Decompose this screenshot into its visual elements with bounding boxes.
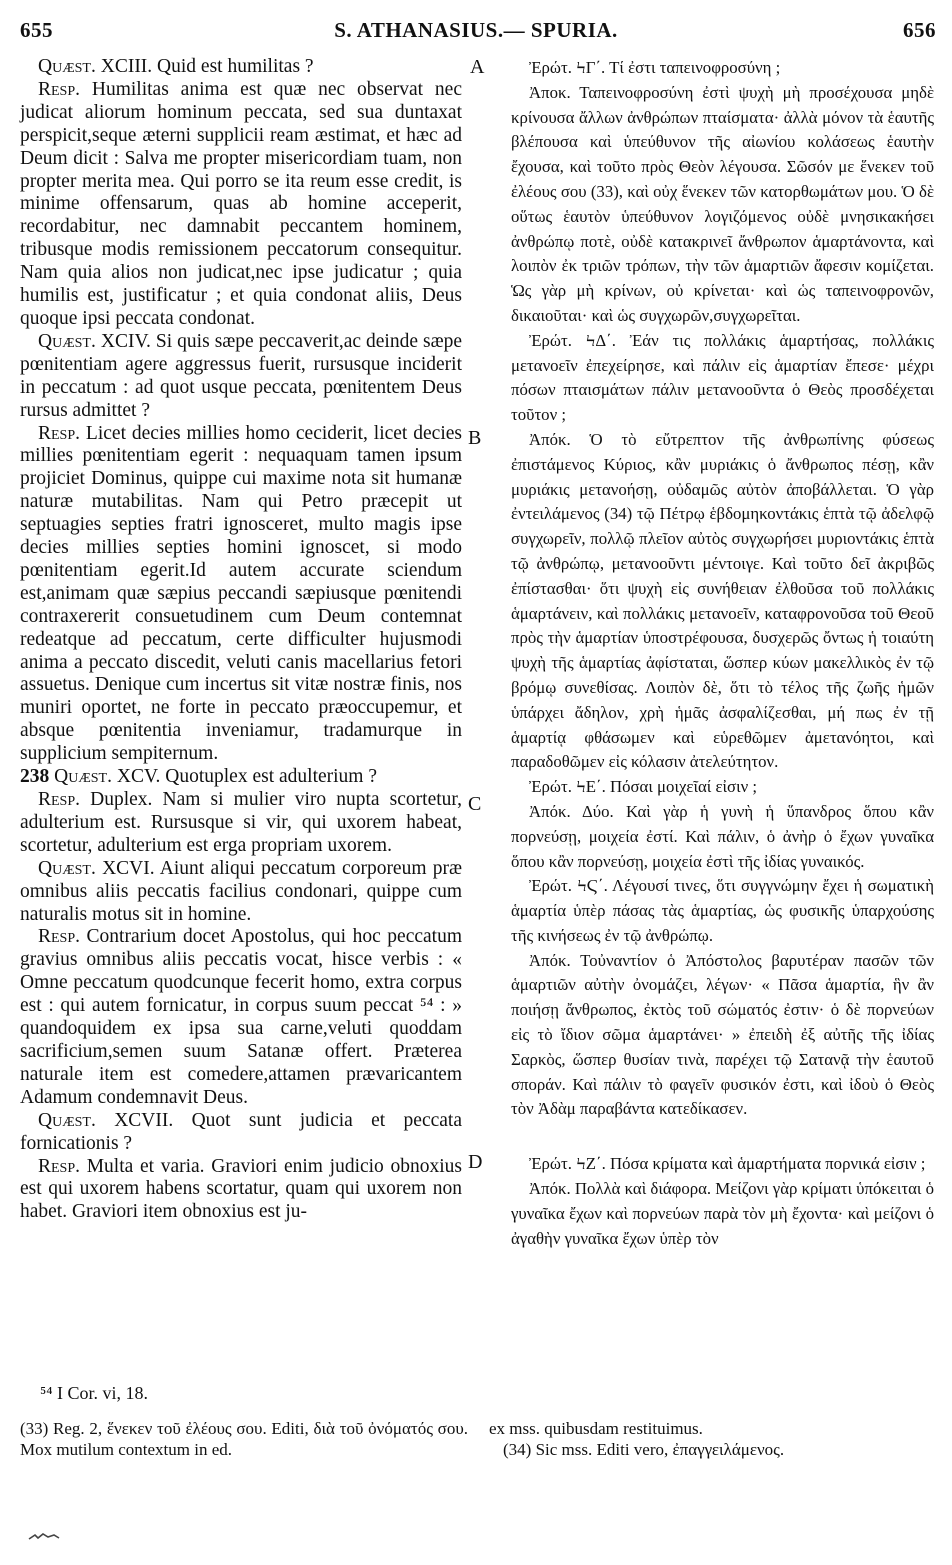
greek-paragraph: Ἀποκ. Ταπεινοφροσύνη ἐστὶ ψυχὴ μὴ προσέχουσα μηδὲ κρίνουσα ἄλλων ἀνθρώπων πταίσματα· ἀλλὰ μόνον τὰ ἑαυτῆς βλέπουσα καὶ ὑπεύθυνον τῆς αἰωνίου κολάσεως ἑαυτὴν ἔχουσα, καὶ τοῦτο πρὸς Θεὸν λέγουσα. Σῶσόν με ἕνεκεν τοῦ ἐλέους σου (33), καὶ οὐχ ἕνεκεν τῶν κατορθωμάτων μου. Ὁ δὲ οὕτως ἑαυτὸν ὑπεύθυνον λογιζόμενος οὐδὲ μνησικακήσει ἀνθρώπῳ ποτὲ, οὐδὲ κατακρινεῖ ἄνθρωπον ἁμαρτάνοντα, καὶ λοιπὸν ἐκ τριῶν τρόπων, τὴν τῶν ἁμαρτιῶν ἄφεσιν κομίζεται. Ὡς γὰρ μὴ κρίνων, οὐ κρίνεται· καὶ ὡς ταπεινοφρονῶν, δικαιοῦται· καὶ ὡς συγχωρῶν,συγχωρεῖται.: [511, 82, 934, 325]
footnote-left: (33) Reg. 2, ἕνεκεν τοῦ ἐλέους σου. Editi, διὰ τοῦ ὀνόματός σου. Mox mutilum contextum in ed.: [20, 1419, 468, 1459]
latin-paragraph: [20, 766, 462, 789]
margin-mark-b: B: [468, 427, 482, 449]
paragraph-text: XCIV. Si quis sæpe peccaverit,ac deinde sæpe pœnitentiam agere aggressus fuerit, rursusque inciderit in peccatum : ad quot usque peccata, pœnitentem Deus rursus admittet ?: [20, 330, 462, 421]
paragraph-lead: Resp.: [38, 926, 81, 948]
latin-paragraph: [20, 56, 462, 79]
page-number-left: 655: [20, 18, 53, 42]
column-number: 238: [20, 766, 50, 788]
footnote-right-line: ex mss. quibusdam restituimus.: [489, 1419, 703, 1438]
greek-paragraph: Ἀπόκ. Ὁ τὸ εὔτρεπτον τῆς ἀνθρωπίνης φύσεως ἐπιστάμενος Κύριος, κἂν μυριάκις ὁ ἄνθρωπος πέσῃ, κἂν μυριάκις μετανοήσῃ, οὐδαμῶς αὐτὸν ἀποβάλλεται. Ὁ γὰρ ἐντειλάμενος (34) τῷ Πέτρῳ ἑβδομηκοντάκις ἑπτὰ τῷ ἀδελφῷ συγχωρεῖν, πολλῷ πλεῖον αὐτὸς συγχωρήσει μυριοντάκις ἑπτὰ τῷ ἀνθρώπῳ, μετανοοῦντι μέντοιγε. Καὶ τοῦτο δεῖ ἀκριβῶς ἐπίστασθαι· ὅτι ψυχὴ εἰς συνήθειαν ἐλθοῦσα τοῦ πολλάκις ἁμαρτάνειν, καὶ πολλάκις μετανοεῖν, καταφρονοῦσα τοῦ Θεοῦ πρὸς τὴν ἁμαρτίαν ὑποστρέφουσα, δυσχερῶς ὄντως ἡ τοιαύτη ψυχὴ τῆς ἁμαρτίας ἀφίσταται, ὥσπερ κύων μακελλικὸς ἐν τῷ βρόμῳ συνεθίσας. Λοιπὸν δὲ, ὅτι τὸ τέλος τῆς ζωῆς ἡμῶν ὑπάρχει ἄδηλον, χρὴ ἡμᾶς ἀσφαλίζεσθαι, μή πως ἐν τῇ ἁμαρτίᾳ φθάσωμεν καὶ εὑρεθῶμεν ἀμετανόητοι, καὶ παραδοθῶμεν εἰς κόλασιν ἀτελεύτητον.: [511, 429, 934, 772]
greek-paragraph: Ἀπόκ. Πολλὰ καὶ διάφορα. Μείζονι γὰρ κρίματι ὑπόκειται ὁ γυναῖκα ἔχων καὶ πορνεύων παρὰ τὸν μὴ ἔχοντα· καὶ μείζονι ὁ ἀγαθὴν γυναῖκα ἔχων ὑπὲρ τὸν: [511, 1179, 934, 1248]
greek-paragraph: Ἐρώτ. ϞΕ΄. Πόσαι μοιχεῖαί εἰσιν ;: [529, 777, 758, 797]
paragraph-text: Humilitas anima est quæ nec observat nec judicat aliorum hominum peccata, sed sua duntaxat perspicit,seque æterni supplicii ream æstimat, et hæc ad Deum dicit : Salva me propter misericordiam tuam, non propter merita mea. Qui porro se ita reum esse credit, is minime offensarum, quas ab homine acceperit, recordabitur, nec damnabit peccantem hominem, tribusque modis remissionem peccatorum consequitur. Nam quia alios non judicat,nec ipse judicatur ; quia humilis est, justificatur ; et quia condonat aliis, Deus quoque ipsi peccata condonat.: [20, 78, 462, 329]
paragraph-text: Multa et varia. Graviori enim judicio obnoxius est qui uxorem habens scortatur, quam qui uxorem non habet. Graviori item obnoxius est ju-: [20, 1155, 462, 1223]
latin-paragraph: [20, 1110, 462, 1156]
greek-paragraph: Ἐρώτ. ϞΖ΄. Πόσα κρίματα καὶ ἁμαρτήματα πορνικά εἰσιν ;: [529, 1154, 926, 1174]
paragraph-lead: Quæst.: [54, 766, 112, 788]
paragraph-text: XCIII. Quid est humilitas ?: [95, 56, 314, 77]
paragraph-text: XCVII. Quot sunt judicia et peccata fornicationis ?: [20, 1109, 462, 1154]
margin-mark-d: D: [468, 1151, 483, 1173]
scripture-footnote: ⁵⁴ I Cor. vi, 18.: [40, 1383, 149, 1403]
latin-paragraph: [20, 331, 462, 423]
paragraph-text: Licet decies millies homo ceciderit, licet decies millies pœnitentiam egerit : nequaquam tamen ipsum projiciet Dominus, quippe cui maxime nota sit humanæ naturæ mutabilitas. Nam qui Petro præcepit ut septuagies septies fratri ignosceret, multo magis ipse decies millies septies homini ignoscet, si modo pœnitentiam egerit.Id autem accurate sciendum est,animam quæ sæpius peccandi sæpiusque pœnitendi contraxererit consuetudinem cum Deum contemnat redeatque ad peccatum, certe difficulter hujusmodi anima a peccato discedit, veluti canis macellarius fetori assuetus. Denique cum incertus sit vitæ nostræ finis, nos muniri oportet, ne forte in peccato præoccupemur, et absque pœnitentia inveniamur, tradamurque in supplicium sempiternum.: [20, 422, 462, 765]
greek-paragraph: Ἐρώτ. ϞΓ΄. Τί ἐστι ταπεινοφροσύνη ;: [529, 58, 781, 77]
greek-paragraph: Ἐρώτ. ϞϚ΄. Λέγουσί τινες, ὅτι συγγνώμην ἔχει ἡ σωματικὴ ἁμαρτία ὑπὲρ πάσας τὰς ἁμαρτίας, ὡς φυσικῆς ὑπαρχούσης τῆς κινήσεως ἐν τῷ ἀνθρώπῳ.: [511, 876, 934, 945]
greek-paragraph: Ἀπόκ. Τοὐναντίον ὁ Ἀπόστολος βαρυτέραν πασῶν τῶν ἁμαρτιῶν αὐτὴν ὀνομάζει, λέγων· « Πᾶσα ἁμαρτία, ἣν ἂν ποιήσῃ ἄνθρωπος, ἐκτὸς τοῦ σώματός ἐστιν· ὁ δὲ πορνεύων εἰς τὸ ἴδιον σῶμα ἁμαρτάνει· » ἐπειδὴ ἐξ αὐτῆς τῆς ἰδίας Σαρκὸς, ὥσπερ θυσίαν τινὰ, παρέχει τῷ Σατανᾷ τὴν ἑαυτοῦ σποράν. Καὶ πάλιν τὸ φαγεῖν φυσικόν ἐστι, καὶ ἰδοὺ ὁ Θεὸς τὸν Ἀδὰμ παραβάντα κατεδίκασεν.: [511, 950, 934, 1119]
margin-mark-c: C: [468, 793, 482, 815]
footnote-right-line: (34) Sic mss. Editi vero, ἐπαγγειλάμενος.: [503, 1440, 785, 1459]
paragraph-lead: Quæst.: [38, 857, 96, 879]
running-title: S. ATHANASIUS.— SPURIA.: [334, 18, 618, 42]
paragraph-lead: Quæst.: [38, 1109, 96, 1131]
latin-paragraph: [20, 858, 462, 927]
greek-paragraph: Ἐρώτ. ϞΔ΄. Ἐάν τις πολλάκις ἁμαρτήσας, πολλάκις μετανοεῖν ἐπεχείρησε, καὶ πάλιν εἰς ἁμαρτίαν ἔπεσε· μέχρι πόσων πταισμάτων πάλιν μετανοοῦντα ὁ Θεὸς προσδέχεται τοῦτον ;: [511, 330, 934, 425]
latin-paragraph: [20, 79, 462, 331]
margin-mark-a: A: [470, 56, 485, 78]
paragraph-lead: Quæst.: [38, 330, 96, 352]
paragraph-lead: Resp.: [38, 422, 81, 444]
greek-paragraph: Ἀπόκ. Δύο. Καὶ γὰρ ἡ γυνὴ ἡ ὕπανδρος ὅπου κἂν πορνεύσῃ, μοιχεία ἐστί. Καὶ πάλιν, ὁ ἀνὴρ ὁ ἔχων γυναῖκα ὅπου κἂν πορνεύσῃ, μοιχεία ἐστὶ τῆς ἰδίας γυναικός.: [511, 801, 934, 871]
paragraph-text: XCVI. Aiunt aliqui peccatum corporeum præ omnibus aliis peccatis facilius condonari, quippe cum naturalis motus sit in homine.: [20, 857, 462, 925]
latin-paragraph: [20, 789, 462, 858]
greek-column: [511, 56, 934, 1251]
page-number-right: 656: [903, 18, 936, 42]
paragraph-lead: Quæst.: [38, 56, 96, 77]
latin-paragraph: [20, 423, 462, 767]
paragraph-text: XCV. Quotuplex est adulterium ?: [111, 766, 378, 788]
footnote-right: [489, 1418, 929, 1460]
latin-paragraph: [20, 926, 462, 1109]
paragraph-lead: Resp.: [38, 78, 81, 100]
paragraph-text: Contrarium docet Apostolus, qui hoc peccatum gravius omnibus aliis peccatis vocat, hisce verbis : « Omne peccatum quodcunque fecerit homo, extra corpus est : qui autem fornicatur, in corpus suum peccat ⁵⁴ : » quandoquidem ex ipsa sua carne,veluti quoddam sacrificium,semen suum Satanæ offert. Præterea naturale item est comedere,attamen prævaricantem Adamum condemnavit Deus.: [20, 926, 462, 1108]
paragraph-text: Duplex. Nam si mulier viro nupta scortetur, adulterium est. Rursusque si vir, qui uxorem habeat, scortetur, adulterium est erga propriam uxorem.: [20, 789, 462, 856]
paragraph-lead: Resp.: [38, 789, 81, 810]
ink-smudge: [28, 1532, 60, 1542]
latin-column: [20, 56, 462, 1224]
paragraph-lead: Resp.: [38, 1155, 81, 1177]
latin-paragraph: [20, 1156, 462, 1225]
